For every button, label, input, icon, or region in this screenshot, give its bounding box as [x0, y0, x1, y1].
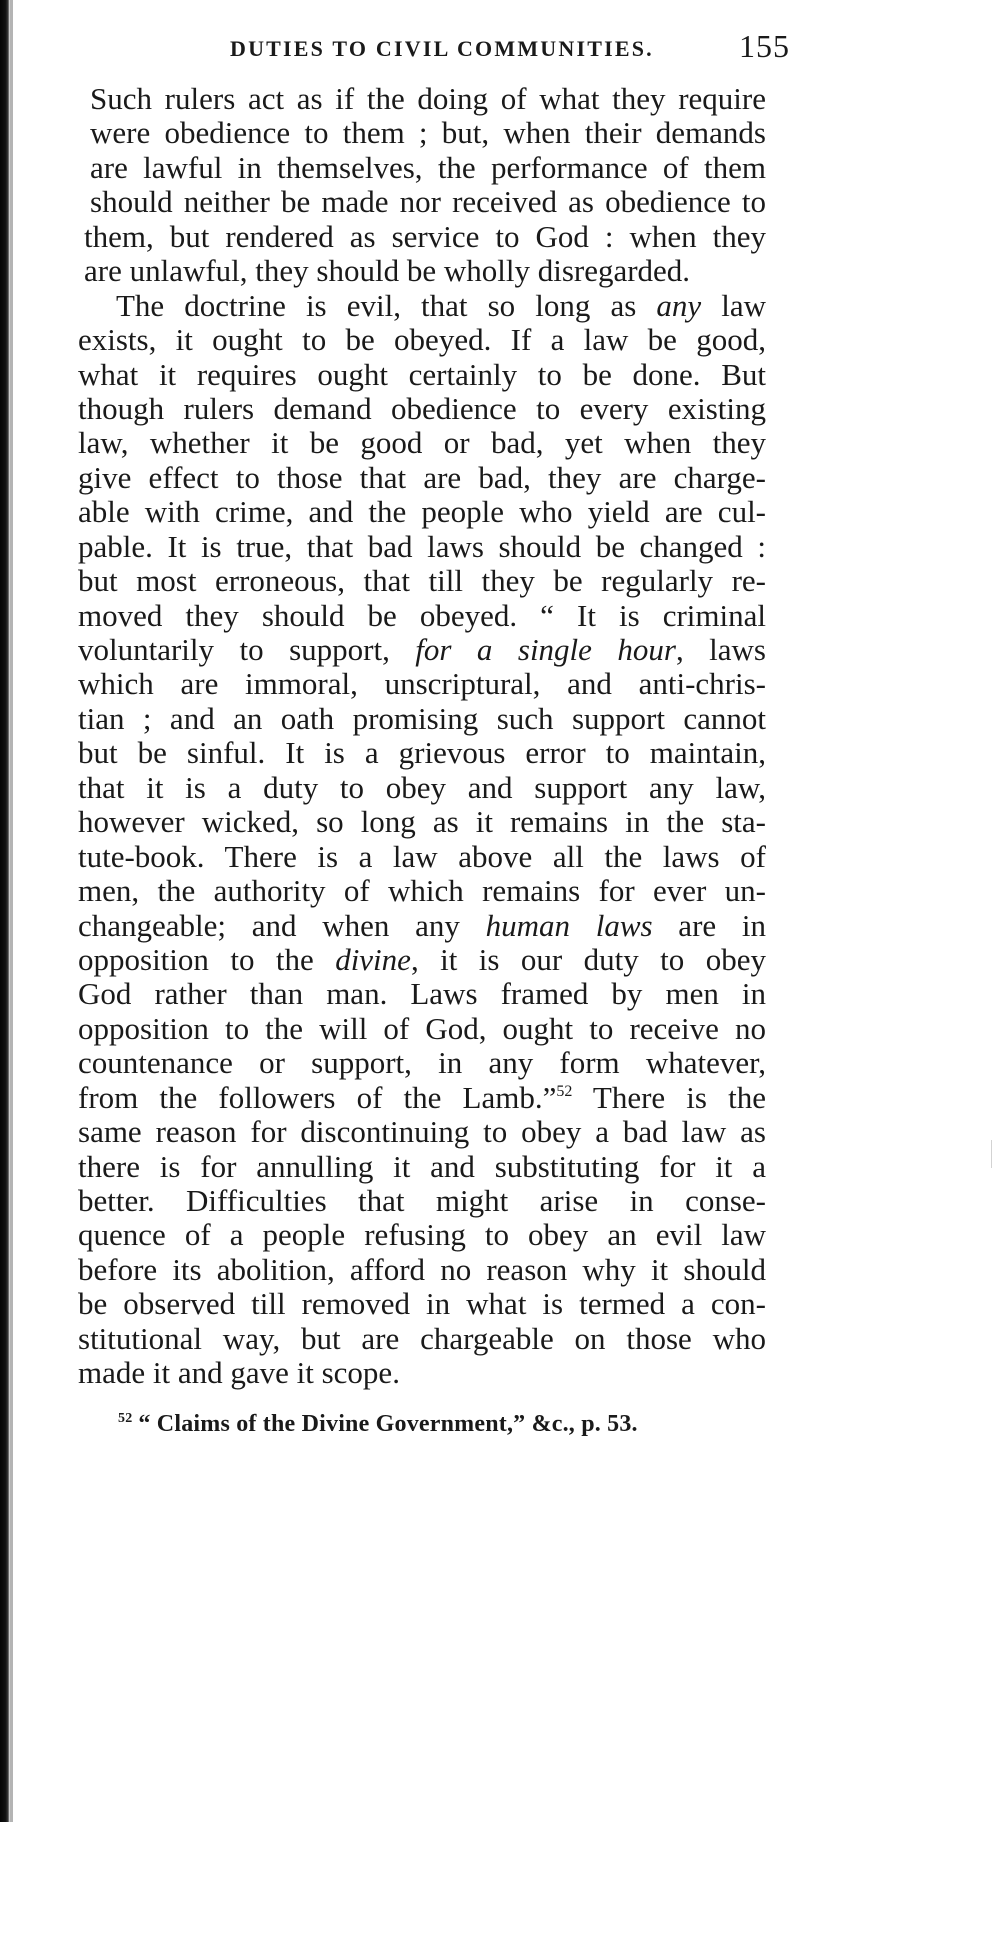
footnote-text: “ Claims of the Divine Government,” &c., p. 53.	[138, 1411, 638, 1437]
text-line: but most erroneous, that till they be regularly re-	[78, 563, 766, 599]
text-span: There is the	[572, 1079, 766, 1115]
text-line	[78, 289, 766, 323]
text-line: better. Difficulties that might arise in conse-	[78, 1183, 766, 1218]
text-span: , laws	[675, 632, 766, 667]
text-line	[78, 1081, 766, 1115]
book-spine-shadow	[0, 0, 10, 1822]
text-line: pable. It is true, that bad laws should be changed :	[78, 528, 766, 564]
italic-span: human laws	[485, 907, 653, 943]
text-line: were obedience to them ; but, when their demands	[90, 115, 766, 151]
text-line: which are immoral, unscriptural, and anti-chris-	[78, 666, 766, 702]
text-line: them, but rendered as service to God : when they	[84, 218, 766, 254]
paragraph-1	[78, 82, 766, 289]
paragraph-2	[78, 289, 766, 1391]
body-text	[78, 82, 766, 1391]
text-span: changeable; and when any	[78, 907, 486, 943]
text-line: there is for annulling it and substituting for it a	[78, 1148, 766, 1184]
footnote-reference: 52	[556, 1082, 573, 1100]
text-line: law, whether it be good or bad, yet when they	[78, 425, 766, 461]
text-line: give effect to those that are bad, they are charge-	[78, 459, 766, 495]
footnote-marker: 52	[118, 1411, 133, 1426]
text-line: able with crime, and the people who yield are cul-	[78, 494, 766, 530]
text-line: Such rulers act as if the doing of what they require	[90, 81, 766, 116]
text-line	[78, 633, 766, 667]
italic-span: for a single hour	[415, 632, 676, 667]
text-span: law	[701, 287, 766, 323]
text-span: The doctrine is evil, that so long as	[116, 287, 657, 323]
text-line: moved they should be obeyed. “ It is criminal	[78, 597, 766, 633]
text-line	[78, 909, 766, 943]
text-line: men, the authority of which remains for ever un-	[78, 873, 766, 909]
page-edge-mark	[991, 1140, 992, 1168]
text-line: same reason for discontinuing to obey a bad law as	[78, 1114, 766, 1150]
text-line	[78, 943, 766, 977]
text-line: tute-book. There is a law above all the laws of	[78, 838, 766, 874]
text-line: are lawful in themselves, the performance of them	[90, 149, 766, 185]
text-line: are unlawful, they should be wholly disregarded.	[84, 253, 691, 289]
text-line: be observed till removed in what is termed a con-	[78, 1286, 766, 1322]
text-line: God rather than man. Laws framed by men in	[78, 976, 766, 1012]
text-line: stitutional way, but are chargeable on those who	[78, 1320, 766, 1356]
text-line: though rulers demand obedience to every existing	[78, 390, 766, 426]
text-line: before its abolition, afford no reason why it should	[78, 1251, 766, 1287]
page-number: 155	[739, 28, 790, 64]
text-span: , it is our duty to obey	[410, 941, 766, 977]
text-line: but be sinful. It is a grievous error to maintain,	[78, 735, 766, 771]
text-line: that it is a duty to obey and support any law,	[78, 769, 766, 805]
text-line: quence of a people refusing to obey an evil law	[78, 1217, 766, 1253]
text-line: what it requires ought certainly to be done. But	[78, 356, 766, 392]
text-line: countenance or support, in any form whatever,	[78, 1045, 766, 1081]
footnote	[118, 1411, 758, 1438]
italic-span: divine	[335, 941, 411, 977]
italic-span: any	[656, 287, 702, 323]
text-line: opposition to the will of God, ought to receive no	[78, 1010, 766, 1046]
page-header	[230, 28, 790, 78]
text-span: are in	[652, 907, 766, 943]
text-span: from the followers of the Lamb.”	[78, 1079, 557, 1115]
running-head: DUTIES TO CIVIL COMMUNITIES.	[230, 36, 654, 61]
text-span: voluntarily to support,	[78, 632, 416, 667]
text-line: should neither be made nor received as obedience to	[90, 184, 766, 220]
text-line: however wicked, so long as it remains in the sta-	[78, 804, 766, 840]
text-span: opposition to the	[78, 941, 336, 977]
text-line: made it and gave it scope.	[78, 1355, 400, 1391]
book-spine-edge	[10, 0, 13, 1822]
text-line: tian ; and an oath promising such support cannot	[78, 700, 766, 736]
text-line: exists, it ought to be obeyed. If a law be good,	[78, 322, 766, 358]
